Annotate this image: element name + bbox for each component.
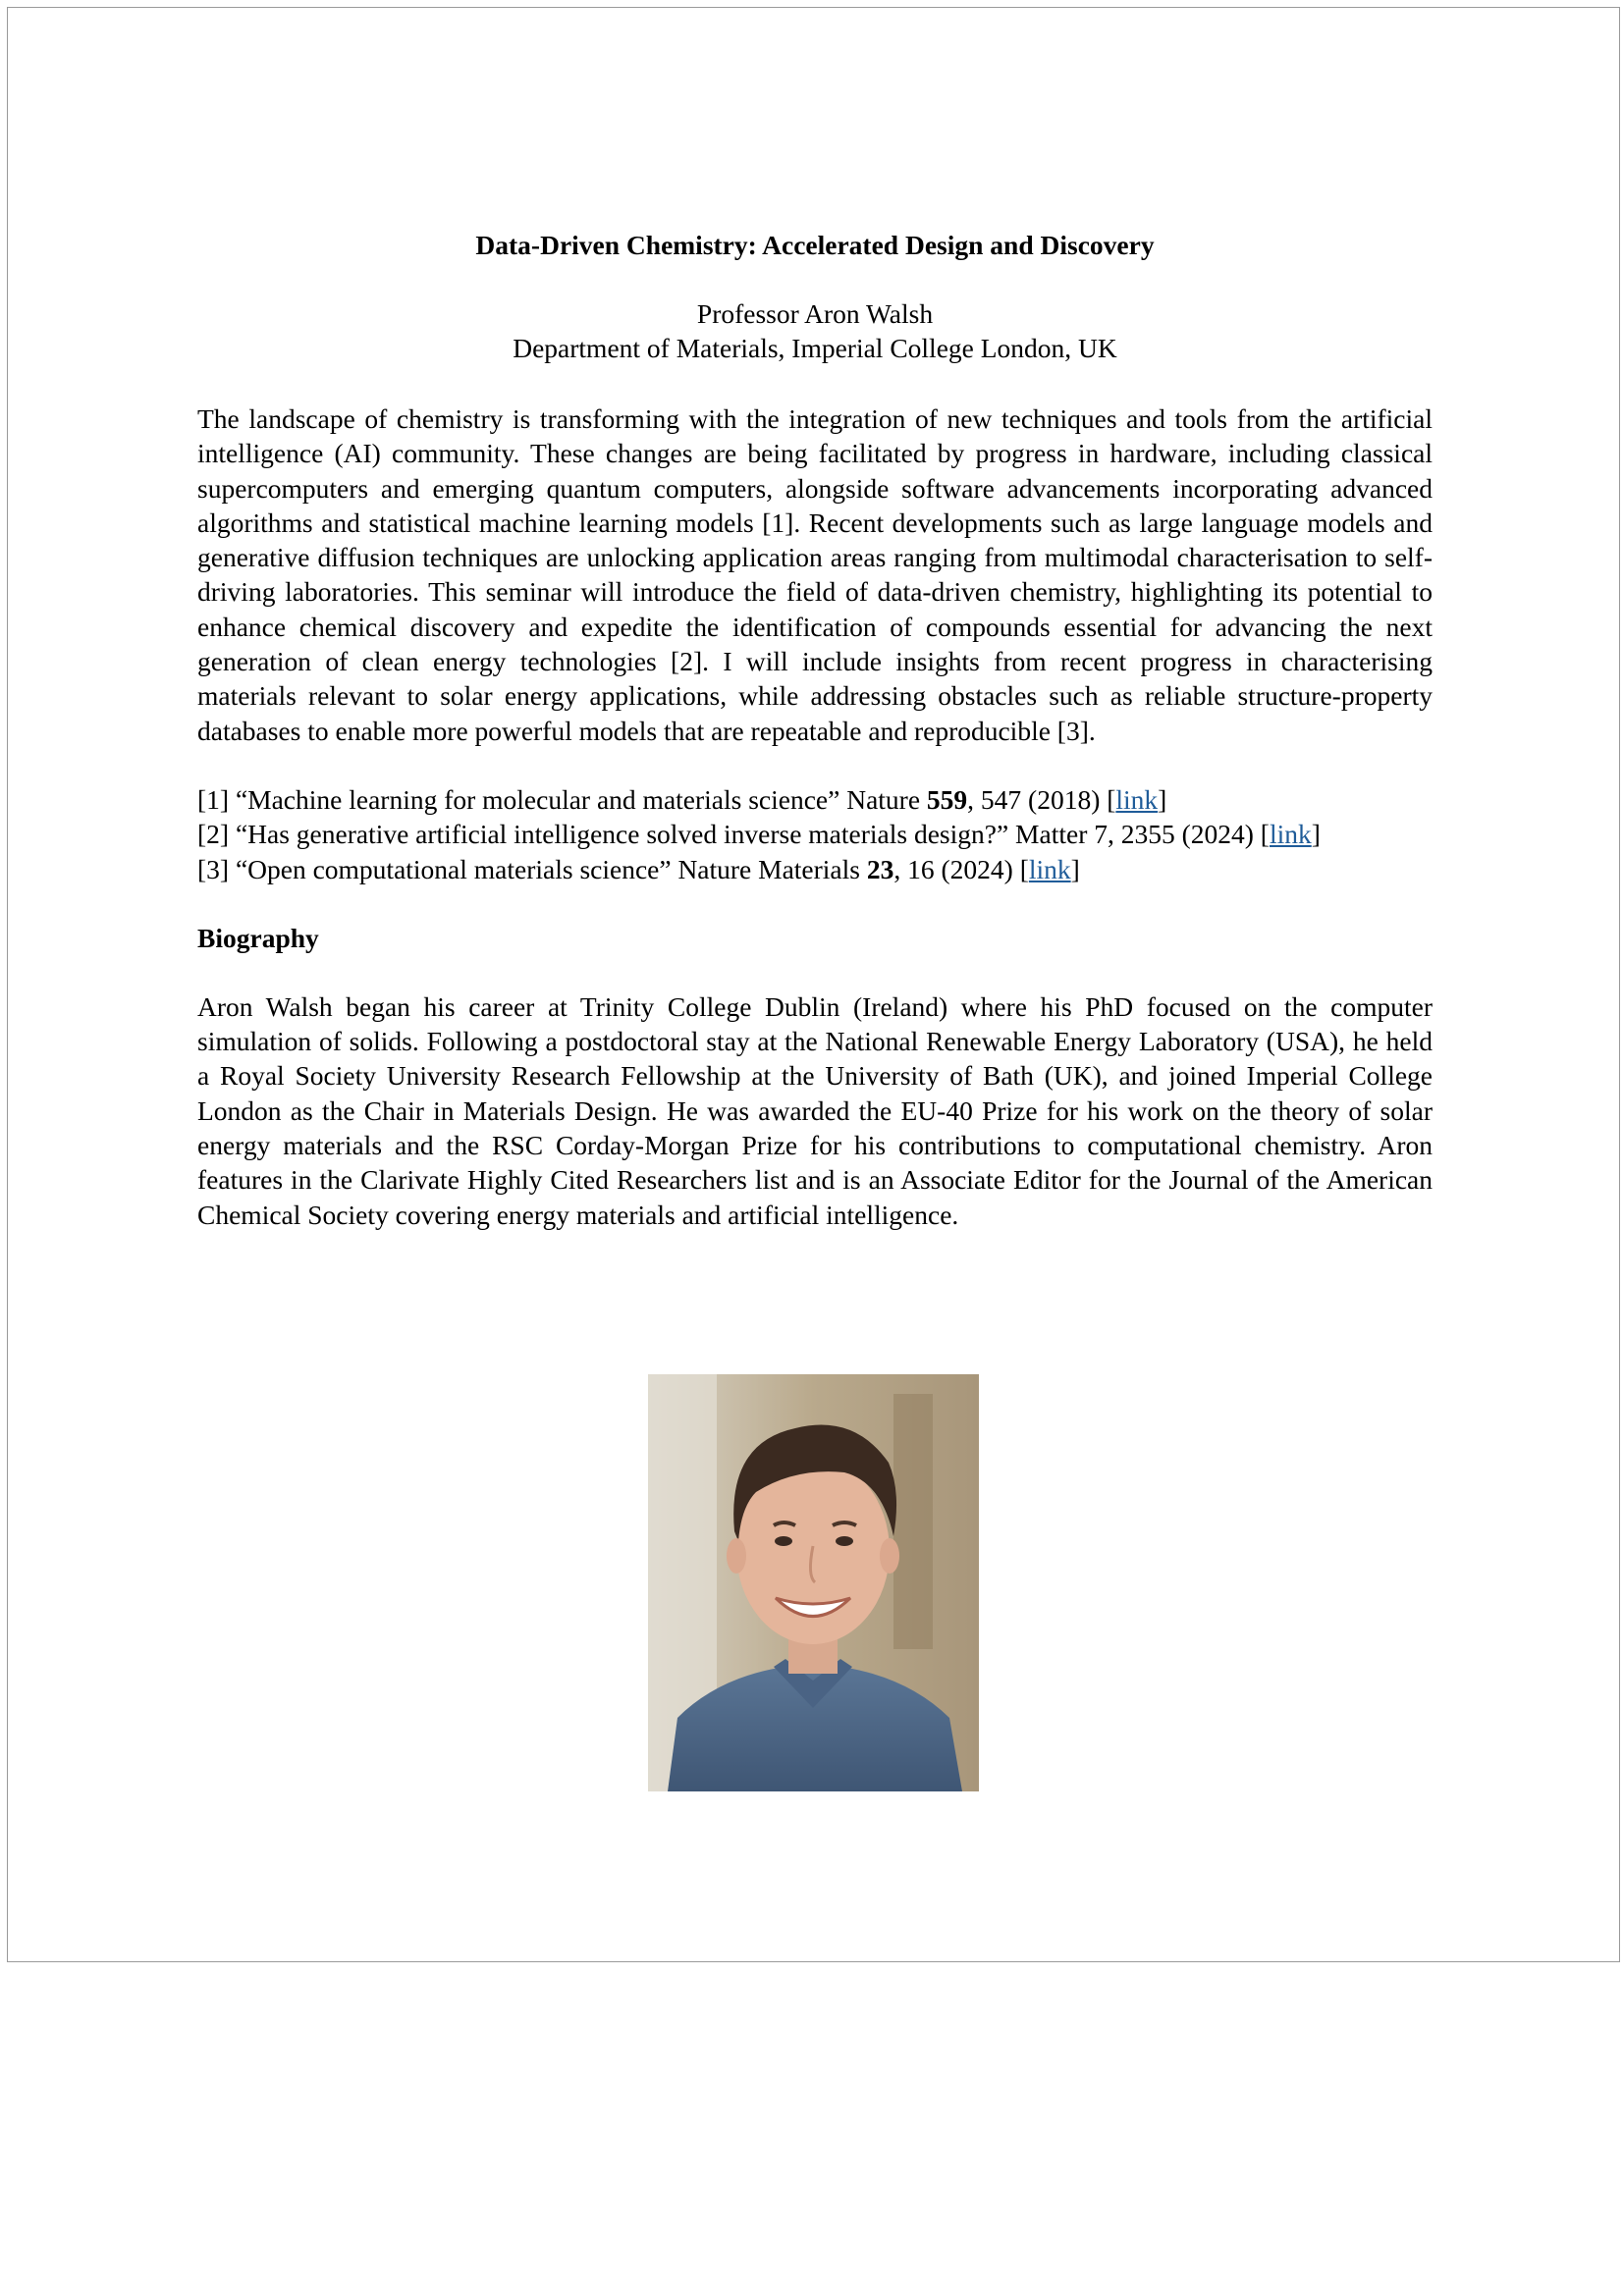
reference-1-text: [1] “Machine learning for molecular and materials science” Nature <box>197 783 927 815</box>
reference-2 <box>197 817 1433 851</box>
reference-3-bracket: ] <box>1070 853 1080 884</box>
document-body <box>197 228 1433 1232</box>
document-title: Data-Driven Chemistry: Accelerated Design and Discovery <box>475 230 1155 260</box>
author-name: Professor Aron Walsh <box>696 298 934 329</box>
reference-1-details: , 547 (2018) [ <box>967 783 1116 815</box>
reference-1-bracket: ] <box>1158 783 1167 815</box>
reference-list <box>197 782 1433 886</box>
reference-1 <box>197 782 1433 817</box>
abstract-paragraph: The landscape of chemistry is transforming with the integration of new techniques and tools from the artificial intelligence (AI) community. These changes are being facilitated by progress in hardware, including classical supercomputers and emerging quantum computers, alongside software advancements incorporating advanced algorithms and statistical machine learning models [1]. Recent developments such as large language models and generative diffusion techniques are unlocking application areas ranging from multimodal characterisation to self-driving laboratories. This seminar will introduce the field of data-driven chemistry, highlighting its potential to enhance chemical discovery and expedite the identification of compounds essential for advancing the next generation of clean energy technologies [2]. I will include insights from recent progress in characterising materials relevant to solar energy applications, while addressing obstacles such as reliable structure-property databases to enable more powerful models that are repeatable and reproducible [3]. <box>197 403 1433 746</box>
reference-2-bracket: ] <box>1311 819 1321 850</box>
reference-3-link[interactable]: link <box>1028 853 1071 884</box>
reference-3-text: [3] “Open computational materials science” Nature Materials <box>197 853 867 884</box>
reference-2-link[interactable]: link <box>1269 819 1312 850</box>
author-affiliation: Department of Materials, Imperial College London, UK <box>513 333 1117 363</box>
reference-3-details: , 16 (2024) [ <box>893 853 1029 884</box>
portrait-illustration <box>648 1374 979 1791</box>
reference-3 <box>197 852 1433 886</box>
biography-paragraph: Aron Walsh began his career at Trinity College Dublin (Ireland) where his PhD focused on the computer simulation of solids. Following a postdoctoral stay at the National Renewable Energy Laboratory (USA), he held a Royal Society University Research Fellowship at the University of Bath (UK), and joined Imperial College London as the Chair in Materials Design. He was awarded the EU-40 Prize for his work on the theory of solar energy materials and the RSC Corday-Morgan Prize for his contributions to computational chemistry. Aron features in the Clarivate Highly Cited Researchers list and is an Associate Editor for the Journal of the American Chemical Society covering energy materials and artificial intelligence. <box>197 990 1433 1230</box>
reference-1-volume: 559 <box>926 783 968 815</box>
portrait-photo <box>648 1374 979 1791</box>
reference-2-text: [2] “Has generative artificial intelligence solved inverse materials design?” Matter 7, 2355 (2024) [ <box>197 819 1270 850</box>
biography-heading: Biography <box>197 922 319 953</box>
reference-3-volume: 23 <box>866 853 894 884</box>
reference-1-link[interactable]: link <box>1115 783 1159 815</box>
